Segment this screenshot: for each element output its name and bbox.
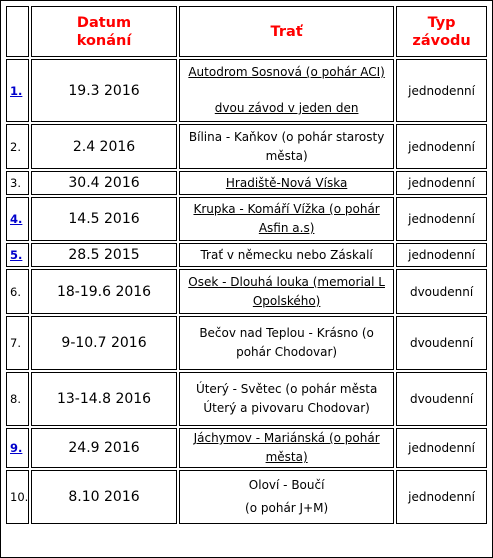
- row-number[interactable]: [6, 243, 29, 267]
- header-date: [31, 6, 177, 57]
- race-track: [179, 372, 394, 426]
- race-track-line[interactable]: Osek - Dlouhá louka (memorial L Opolského): [188, 274, 385, 308]
- row-number-label: 2.: [10, 139, 21, 154]
- race-type: jednodenní: [396, 243, 487, 267]
- race-track[interactable]: [179, 59, 394, 122]
- race-track-line[interactable]: Krupka - Komáří Vížka (o pohár Asfin a.s): [193, 202, 380, 235]
- race-type: jednodenní: [396, 470, 487, 524]
- row-number-label[interactable]: 4.: [10, 212, 23, 226]
- race-type: jednodenní: [396, 59, 487, 122]
- race-track-line[interactable]: Jáchymov - Mariánská (o pohár města): [193, 431, 380, 464]
- table-row: [6, 428, 487, 468]
- table-row: [6, 316, 487, 370]
- race-track-line[interactable]: dvou závod v jeden den: [214, 101, 359, 115]
- race-date: 18-19.6 2016: [31, 269, 177, 314]
- race-track[interactable]: [179, 428, 394, 468]
- race-track: [179, 243, 394, 267]
- race-track[interactable]: [179, 269, 394, 314]
- row-number-label[interactable]: 9.: [10, 441, 23, 455]
- race-date: 14.5 2016: [31, 197, 177, 241]
- table-body: [6, 59, 487, 524]
- race-schedule-table: [4, 4, 489, 526]
- table-row: [6, 243, 487, 267]
- row-number-label: 3.: [10, 176, 21, 190]
- race-track: [179, 124, 394, 169]
- header-track: Trať: [179, 6, 394, 57]
- race-type: dvoudenní: [396, 269, 487, 314]
- row-number: [6, 316, 29, 370]
- race-track-line: Úterý - Světec (o pohár města Úterý a pivovaru Chodovar): [195, 382, 378, 415]
- race-track-line: (o pohár J+M): [245, 501, 329, 515]
- race-date: 19.3 2016: [31, 59, 177, 122]
- race-date: 9-10.7 2016: [31, 316, 177, 370]
- header-number: [6, 6, 29, 57]
- row-number: [6, 171, 29, 195]
- row-number-label: 10.: [10, 490, 29, 504]
- row-number[interactable]: [6, 197, 29, 241]
- race-type: jednodenní: [396, 197, 487, 241]
- race-track-line: Bečov nad Teplou - Krásno (o pohár Chodovar): [199, 326, 374, 359]
- row-number[interactable]: [6, 59, 29, 122]
- race-date: 13-14.8 2016: [31, 372, 177, 426]
- race-type: dvoudenní: [396, 372, 487, 426]
- row-number: [6, 124, 29, 169]
- race-track-line[interactable]: Autodrom Sosnová (o pohár ACI): [188, 65, 385, 79]
- row-number: [6, 372, 29, 426]
- race-type: dvoudenní: [396, 316, 487, 370]
- row-number: [6, 470, 29, 524]
- race-date: 8.10 2016: [31, 470, 177, 524]
- row-number-label[interactable]: 1.: [10, 83, 23, 98]
- race-track-line: Trať v německu nebo Záskalí: [200, 247, 373, 262]
- race-type: jednodenní: [396, 428, 487, 468]
- header-date-line1: Datum: [76, 14, 132, 31]
- race-type: jednodenní: [396, 124, 487, 169]
- row-number: [6, 269, 29, 314]
- table-row: [6, 269, 487, 314]
- race-date: 2.4 2016: [31, 124, 177, 169]
- table-row: [6, 470, 487, 524]
- race-track-line: Oloví - Boučí: [248, 478, 325, 492]
- race-date: 30.4 2016: [31, 171, 177, 195]
- table-row: [6, 124, 487, 169]
- row-number[interactable]: [6, 428, 29, 468]
- header-date-line2: konání: [76, 32, 132, 49]
- row-number-label: 7.: [10, 336, 21, 350]
- row-number-label: 8.: [10, 392, 21, 406]
- header-type: Typ závodu: [396, 6, 487, 57]
- table-row: [6, 171, 487, 195]
- table-row: [6, 372, 487, 426]
- table-row: [6, 197, 487, 241]
- race-track: [179, 316, 394, 370]
- race-type: jednodenní: [396, 171, 487, 195]
- row-number-label: 6.: [10, 284, 21, 299]
- table-row: [6, 59, 487, 122]
- race-date: 24.9 2016: [31, 428, 177, 468]
- race-track[interactable]: [179, 197, 394, 241]
- race-track-line[interactable]: Hradiště-Nová Víska: [225, 175, 348, 190]
- race-track: [179, 470, 394, 524]
- header-row: [6, 6, 487, 57]
- row-number-label[interactable]: 5.: [10, 248, 23, 262]
- race-track[interactable]: [179, 171, 394, 195]
- race-track-line: Bílina - Kaňkov (o pohár starosty města): [188, 129, 385, 163]
- race-date: 28.5 2015: [31, 243, 177, 267]
